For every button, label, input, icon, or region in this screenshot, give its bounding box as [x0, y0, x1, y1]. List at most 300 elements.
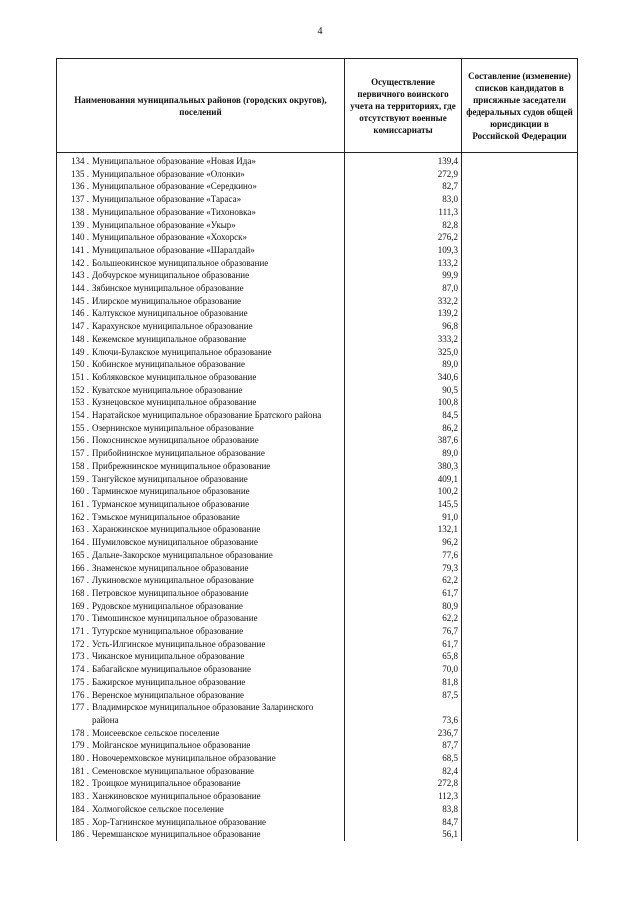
municipality-cell [57, 180, 345, 193]
row-number: 162 . [71, 511, 89, 522]
municipality-cell [57, 206, 345, 219]
row-number: 164 . [71, 537, 89, 548]
jury-lists-value [462, 752, 578, 765]
jury-lists-value [462, 193, 578, 206]
municipality-name: Зябинское муниципальное образование [92, 283, 244, 294]
municipality-name: Рудовское муниципальное образование [92, 600, 243, 611]
municipality-name: Кобинское муниципальное образование [92, 359, 245, 370]
military-registration-value: 139,2 [345, 307, 462, 320]
municipality-name: Муниципальное образование «Тихоновка» [92, 206, 256, 217]
jury-lists-value [462, 803, 578, 816]
row-number: 141 . [71, 244, 89, 255]
municipality-cell [57, 701, 345, 726]
jury-lists-value [462, 447, 578, 460]
jury-lists-value [462, 612, 578, 625]
municipality-name: Озернинское муниципальное образование [92, 422, 254, 433]
jury-lists-value [462, 485, 578, 498]
jury-lists-value [462, 346, 578, 359]
military-registration-value: 89,0 [345, 447, 462, 460]
row-number: 134 . [71, 156, 89, 166]
military-registration-value: 380,3 [345, 460, 462, 473]
military-registration-value: 100,8 [345, 396, 462, 409]
municipality-name: Тимошинское муниципальное образование [92, 613, 258, 624]
jury-lists-value [462, 460, 578, 473]
jury-lists-value [462, 409, 578, 422]
row-number: 175 . [71, 676, 89, 687]
row-number: 173 . [71, 651, 89, 662]
municipality-cell [57, 587, 345, 600]
jury-lists-value [462, 587, 578, 600]
jury-lists-value [462, 180, 578, 193]
row-number: 159 . [71, 473, 89, 484]
header-municipality-name: Наименования муниципальных районов (городских округов), поселений [57, 59, 345, 153]
row-number: 147 . [71, 321, 89, 332]
jury-lists-value [462, 790, 578, 803]
municipality-name: Владимирское муниципальное образование Заларинского [92, 702, 314, 713]
municipality-cell [57, 803, 345, 816]
table-row [57, 244, 578, 257]
jury-lists-value [462, 396, 578, 409]
jury-lists-value [462, 307, 578, 320]
table-header-row [57, 59, 578, 153]
military-registration-value: 133,2 [345, 257, 462, 270]
municipality-cell [57, 549, 345, 562]
table-row [57, 282, 578, 295]
military-registration-value: 87,5 [345, 689, 462, 702]
municipality-cell [57, 676, 345, 689]
row-number: 182 . [71, 778, 89, 789]
row-number: 156 . [71, 435, 89, 446]
municipality-cell [57, 269, 345, 282]
military-registration-value: 73,6 [345, 701, 462, 726]
table-row [57, 562, 578, 575]
table-row [57, 638, 578, 651]
row-number: 143 . [71, 270, 89, 281]
table-row [57, 803, 578, 816]
municipality-name: Чиканское муниципальное образование [92, 651, 245, 662]
municipality-cell [57, 333, 345, 346]
military-registration-value: 112,3 [345, 790, 462, 803]
military-registration-value: 333,2 [345, 333, 462, 346]
table-row [57, 777, 578, 790]
military-registration-value: 272,8 [345, 777, 462, 790]
military-registration-value: 87,7 [345, 739, 462, 752]
table-row [57, 625, 578, 638]
municipality-cell [57, 282, 345, 295]
jury-lists-value [462, 816, 578, 829]
military-registration-value: 236,7 [345, 727, 462, 740]
municipality-cell [57, 307, 345, 320]
municipality-cell [57, 320, 345, 333]
jury-lists-value [462, 244, 578, 257]
table-row [57, 434, 578, 447]
table-row [57, 739, 578, 752]
military-registration-value: 62,2 [345, 612, 462, 625]
municipality-cell [57, 536, 345, 549]
jury-lists-value [462, 562, 578, 575]
jury-lists-value [462, 473, 578, 486]
municipality-cell [57, 295, 345, 308]
table-row [57, 320, 578, 333]
military-registration-value: 87,0 [345, 282, 462, 295]
jury-lists-value [462, 765, 578, 778]
municipality-cell [57, 625, 345, 638]
jury-lists-value [462, 536, 578, 549]
municipality-name: Холмогойское сельское поселение [92, 803, 224, 814]
jury-lists-value [462, 625, 578, 638]
table-row [57, 612, 578, 625]
military-registration-value: 96,8 [345, 320, 462, 333]
budget-table [56, 58, 578, 841]
table-row [57, 168, 578, 181]
military-registration-value: 111,3 [345, 206, 462, 219]
table-row [57, 536, 578, 549]
row-number: 138 . [71, 206, 89, 217]
row-number: 161 . [71, 498, 89, 509]
row-number: 166 . [71, 562, 89, 573]
municipality-cell [57, 346, 345, 359]
table-row [57, 498, 578, 511]
row-number: 157 . [71, 448, 89, 459]
military-registration-value: 276,2 [345, 231, 462, 244]
municipality-name: Муниципальное образование «Олонки» [92, 168, 245, 179]
jury-lists-value [462, 422, 578, 435]
row-number: 155 . [71, 422, 89, 433]
row-number: 160 . [71, 486, 89, 497]
row-number: 185 . [71, 816, 89, 827]
row-number: 184 . [71, 803, 89, 814]
municipality-cell [57, 777, 345, 790]
municipality-cell [57, 384, 345, 397]
municipality-name: Муниципальное образование «Тараса» [92, 194, 242, 205]
jury-lists-value [462, 384, 578, 397]
military-registration-value: 82,8 [345, 219, 462, 232]
table-row [57, 473, 578, 486]
municipality-cell [57, 790, 345, 803]
municipality-cell [57, 523, 345, 536]
military-registration-value: 68,5 [345, 752, 462, 765]
military-registration-value: 409,1 [345, 473, 462, 486]
military-registration-value: 132,1 [345, 523, 462, 536]
table-row [57, 333, 578, 346]
table-row [57, 663, 578, 676]
municipality-cell [57, 358, 345, 371]
table-row [57, 180, 578, 193]
jury-lists-value [462, 219, 578, 232]
row-number: 186 . [71, 829, 89, 840]
jury-lists-value [462, 511, 578, 524]
military-registration-value: 89,0 [345, 358, 462, 371]
municipality-name: Тарминское муниципальное образование [92, 486, 250, 497]
table-row [57, 790, 578, 803]
row-number: 135 . [71, 168, 89, 179]
table-row [57, 346, 578, 359]
municipality-cell [57, 511, 345, 524]
table-row [57, 231, 578, 244]
table-row [57, 358, 578, 371]
municipality-name: Куватское муниципальное образование [92, 384, 243, 395]
military-registration-value: 81,8 [345, 676, 462, 689]
jury-lists-value [462, 295, 578, 308]
municipality-name: Наратайское муниципальное образование Братского района [92, 410, 322, 421]
municipality-cell [57, 650, 345, 663]
row-number: 167 . [71, 575, 89, 586]
municipality-name-continued: района [92, 714, 119, 725]
military-registration-value: 340,6 [345, 371, 462, 384]
military-registration-value: 90,5 [345, 384, 462, 397]
municipality-cell [57, 816, 345, 829]
row-number: 148 . [71, 333, 89, 344]
table-row [57, 600, 578, 613]
table-row [57, 523, 578, 536]
table-row [57, 371, 578, 384]
municipality-name: Лукиновское муниципальное образование [92, 575, 254, 586]
municipality-name: Петровское муниципальное образование [92, 587, 249, 598]
municipality-name: Усть-Илгинское муниципальное образование [92, 638, 266, 649]
municipality-name: Прибрежнинское муниципальное образование [92, 460, 271, 471]
row-number: 168 . [71, 587, 89, 598]
municipality-name: Веренское муниципальное образование [92, 689, 245, 700]
municipality-cell [57, 689, 345, 702]
table-row [57, 447, 578, 460]
jury-lists-value [462, 777, 578, 790]
table-row [57, 206, 578, 219]
table-row [57, 193, 578, 206]
header-jury-lists: Составление (изменение) списков кандидатов в присяжные заседатели федеральных судов общей юрисдикции в Российской Федерации [462, 59, 578, 153]
table-row [57, 460, 578, 473]
municipality-cell [57, 752, 345, 765]
municipality-cell [57, 498, 345, 511]
row-number: 158 . [71, 460, 89, 471]
row-number: 152 . [71, 384, 89, 395]
row-number: 170 . [71, 613, 89, 624]
municipality-name: Тангуйское муниципальное образование [92, 473, 248, 484]
jury-lists-value [462, 650, 578, 663]
row-number: 169 . [71, 600, 89, 611]
jury-lists-value [462, 434, 578, 447]
municipality-name: Моисеевское сельское поселение [92, 727, 220, 738]
row-number: 145 . [71, 295, 89, 306]
table-row [57, 153, 578, 168]
row-number: 165 . [71, 549, 89, 560]
military-registration-value: 56,1 [345, 828, 462, 841]
row-number: 149 . [71, 346, 89, 357]
military-registration-value: 77,6 [345, 549, 462, 562]
row-number: 150 . [71, 359, 89, 370]
jury-lists-value [462, 739, 578, 752]
row-number: 176 . [71, 689, 89, 700]
municipality-cell [57, 600, 345, 613]
table-row [57, 816, 578, 829]
municipality-name: Покоснинское муниципальное образование [92, 435, 259, 446]
table-row [57, 295, 578, 308]
municipality-name: Кобляковское муниципальное образование [92, 371, 257, 382]
military-registration-value: 70,0 [345, 663, 462, 676]
municipality-name: Новочеремховское муниципальное образование [92, 753, 276, 764]
table-row [57, 257, 578, 270]
jury-lists-value [462, 257, 578, 270]
jury-lists-value [462, 358, 578, 371]
row-number: 142 . [71, 257, 89, 268]
table-row [57, 422, 578, 435]
municipality-name: Тутурское муниципальное образование [92, 626, 244, 637]
jury-lists-value [462, 320, 578, 333]
table-row [57, 752, 578, 765]
military-registration-value: 272,9 [345, 168, 462, 181]
table-row [57, 269, 578, 282]
table-row [57, 549, 578, 562]
row-number: 144 . [71, 283, 89, 294]
municipality-cell [57, 460, 345, 473]
municipality-cell [57, 153, 345, 168]
row-number: 153 . [71, 397, 89, 408]
table-row [57, 396, 578, 409]
municipality-name: Калтукское муниципальное образование [92, 308, 248, 319]
municipality-name: Турманское муниципальное образование [92, 498, 250, 509]
municipality-name: Добчурское муниципальное образование [92, 270, 250, 281]
municipality-name: Прибойнинское муниципальное образование [92, 448, 265, 459]
table-row [57, 765, 578, 778]
table-row [57, 219, 578, 232]
municipality-name: Троицкое муниципальное образование [92, 778, 241, 789]
municipality-cell [57, 447, 345, 460]
military-registration-value: 387,6 [345, 434, 462, 447]
jury-lists-value [462, 549, 578, 562]
military-registration-value: 84,7 [345, 816, 462, 829]
municipality-name: Кежемское муниципальное образование [92, 333, 247, 344]
municipality-name: Хор-Тагнинское муниципальное образование [92, 816, 267, 827]
municipality-cell [57, 765, 345, 778]
municipality-name: Карахунское муниципальное образование [92, 321, 253, 332]
row-number: 137 . [71, 194, 89, 205]
table-row [57, 307, 578, 320]
municipality-cell [57, 434, 345, 447]
municipality-cell [57, 828, 345, 841]
municipality-cell [57, 422, 345, 435]
municipality-name: Мойганское муниципальное образование [92, 740, 251, 751]
table-row [57, 587, 578, 600]
jury-lists-value [462, 333, 578, 346]
military-registration-value: 80,9 [345, 600, 462, 613]
table-row [57, 409, 578, 422]
jury-lists-value [462, 828, 578, 841]
municipality-name: Тэмьское муниципальное образование [92, 511, 240, 522]
military-registration-value: 325,0 [345, 346, 462, 359]
municipality-cell [57, 371, 345, 384]
jury-lists-value [462, 689, 578, 702]
municipality-name: Муниципальное образование «Хохорск» [92, 232, 248, 243]
military-registration-value: 79,3 [345, 562, 462, 575]
table-row [57, 701, 578, 726]
military-registration-value: 86,2 [345, 422, 462, 435]
military-registration-value: 332,2 [345, 295, 462, 308]
row-number: 180 . [71, 753, 89, 764]
municipality-name: Муниципальное образование «Середкино» [92, 181, 257, 192]
military-registration-value: 61,7 [345, 587, 462, 600]
row-number: 171 . [71, 626, 89, 637]
jury-lists-value [462, 727, 578, 740]
military-registration-value: 145,5 [345, 498, 462, 511]
jury-lists-value [462, 701, 578, 726]
military-registration-value: 91,0 [345, 511, 462, 524]
row-number: 179 . [71, 740, 89, 751]
military-registration-value: 83,8 [345, 803, 462, 816]
jury-lists-value [462, 168, 578, 181]
municipality-cell [57, 396, 345, 409]
municipality-name: Ханжиновское муниципальное образование [92, 791, 261, 802]
municipality-name: Семеновское муниципальное образование [92, 765, 255, 776]
municipality-name: Кузнецовское муниципальное образование [92, 397, 257, 408]
table-row [57, 650, 578, 663]
table-row [57, 485, 578, 498]
municipality-cell [57, 727, 345, 740]
municipality-cell [57, 574, 345, 587]
municipality-cell [57, 257, 345, 270]
military-registration-value: 109,3 [345, 244, 462, 257]
municipality-name: Дальне-Закорское муниципальное образование [92, 549, 273, 560]
row-number: 172 . [71, 638, 89, 649]
jury-lists-value [462, 498, 578, 511]
jury-lists-value [462, 523, 578, 536]
military-registration-value: 61,7 [345, 638, 462, 651]
table-row [57, 689, 578, 702]
table-row [57, 828, 578, 841]
municipality-cell [57, 663, 345, 676]
municipality-cell [57, 638, 345, 651]
municipality-name: Муниципальное образование «Укыр» [92, 219, 236, 230]
row-number: 140 . [71, 232, 89, 243]
military-registration-value: 62,2 [345, 574, 462, 587]
municipality-cell [57, 168, 345, 181]
municipality-name: Знаменское муниципальное образование [92, 562, 249, 573]
jury-lists-value [462, 638, 578, 651]
military-registration-value: 96,2 [345, 536, 462, 549]
municipality-name: Муниципальное образование «Новая Ида» [92, 156, 256, 166]
jury-lists-value [462, 269, 578, 282]
jury-lists-value [462, 371, 578, 384]
municipality-cell [57, 562, 345, 575]
municipality-cell [57, 612, 345, 625]
municipality-cell [57, 231, 345, 244]
jury-lists-value [462, 663, 578, 676]
row-number: 174 . [71, 664, 89, 675]
municipality-name: Ключи-Булакское муниципальное образование [92, 346, 272, 357]
municipality-cell [57, 193, 345, 206]
header-military-registration: Осуществление первичного воинского учета на территориях, где отсутствуют военные комиссариаты [345, 59, 462, 153]
jury-lists-value [462, 231, 578, 244]
municipality-name: Бабагайское муниципальное образование [92, 664, 251, 675]
military-registration-value: 76,7 [345, 625, 462, 638]
table-row [57, 384, 578, 397]
military-registration-value: 83,0 [345, 193, 462, 206]
municipality-cell [57, 244, 345, 257]
table-body [57, 153, 578, 841]
military-registration-value: 99,9 [345, 269, 462, 282]
table-row [57, 511, 578, 524]
page-number: 4 [317, 26, 323, 37]
municipality-cell [57, 409, 345, 422]
military-registration-value: 82,7 [345, 180, 462, 193]
jury-lists-value [462, 676, 578, 689]
military-registration-value: 84,5 [345, 409, 462, 422]
military-registration-value: 65,8 [345, 650, 462, 663]
row-number: 163 . [71, 524, 89, 535]
row-number: 136 . [71, 181, 89, 192]
row-number: 139 . [71, 219, 89, 230]
row-number: 183 . [71, 791, 89, 802]
municipality-name: Черемшанское муниципальное образование [92, 829, 261, 840]
jury-lists-value [462, 574, 578, 587]
